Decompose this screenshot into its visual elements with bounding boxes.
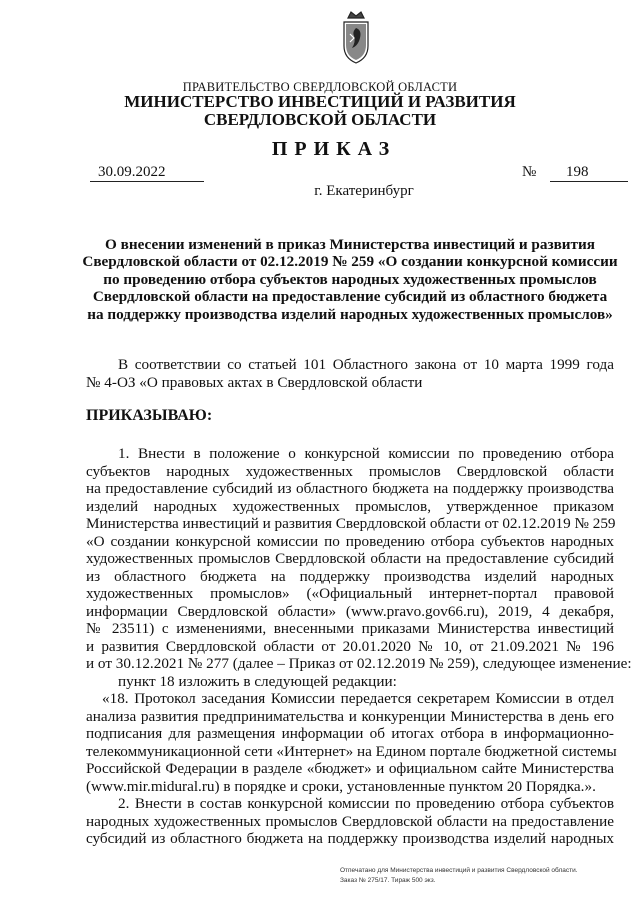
coat-of-arms-emblem — [338, 8, 374, 66]
preamble-line: В соответствии со статьей 101 Областного закона от 10 марта 1999 года — [118, 356, 614, 373]
item-line: информации Свердловской области» (www.pravo.gov66.ru), 2019, 4 декабря, — [86, 602, 614, 620]
order-number: 198 — [550, 164, 628, 182]
quote-line: анализа развития предпринимательства и конкуренции Министерства в день его — [86, 707, 614, 725]
print-footer — [340, 866, 630, 886]
footer-line: Отпечатано для Министерства инвестиций и развития Свердловской области. — [340, 867, 578, 874]
item-line: субъектов народных художественных промыслов Свердловской области — [86, 462, 614, 480]
item-subline: пункт 18 изложить в следующей редакции: — [118, 672, 397, 690]
quote-line: Российской Федерации в разделе «бюджет» и официальном сайте Министерства — [86, 760, 614, 777]
title-line: по проведению отбора субъектов народных художественных промыслов — [103, 270, 597, 288]
preamble — [86, 356, 614, 391]
quote-line: «18. Протокол заседания Комиссии передается секретарем Комиссии в отдел — [102, 690, 614, 707]
ministry-name-line1: МИНИСТЕРСТВО ИНВЕСТИЦИЙ И РАЗВИТИЯ — [124, 92, 516, 111]
order-date: 30.09.2022 — [90, 164, 204, 182]
item-line: изделий народных художественных промыслов, утвержденное приказом — [86, 497, 614, 515]
order-number-label: № — [522, 164, 537, 180]
quote-line: (www.mir.midural.ru) в порядке и сроки, установленные пунктом 20 Порядка.». — [86, 777, 596, 795]
item-line: 1. Внести в положение о конкурсной комиссии по проведению отбора — [118, 445, 614, 462]
item-line: 2. Внести в состав конкурсной комиссии по проведению отбора субъектов — [118, 795, 614, 812]
title-line: Свердловской области на предоставление субсидий из областного бюджета — [92, 288, 608, 306]
item-line: из областного бюджета на поддержку производства изделий народных — [86, 567, 614, 585]
document-title — [70, 236, 630, 323]
item-line: Министерства инвестиций и развития Свердловской области от 02.12.2019 № 259 — [86, 515, 616, 532]
item-line: народных художественных промыслов Свердловской области на предоставление — [86, 812, 614, 830]
ministry-name-line2: СВЕРДЛОВСКОЙ ОБЛАСТИ — [203, 110, 437, 129]
order-word: ПРИКАЗЫВАЮ: — [86, 407, 213, 424]
title-line: на поддержку производства изделий народных художественных промыслов» — [87, 305, 613, 323]
item-line: художественных промыслов» («Официальный интернет-портал правовой — [86, 585, 614, 602]
quote-line: подписания для размещения информации об итогах отбора в информационно- — [86, 725, 614, 742]
item-line: на предоставление субсидий из областного бюджета на поддержку производства — [86, 480, 614, 497]
title-line: О внесении изменений в приказ Министерства инвестиций и развития — [105, 236, 595, 253]
preamble-line: № 4-ОЗ «О правовых актах в Свердловской области — [86, 373, 423, 391]
item-1 — [86, 445, 632, 848]
quote-line: телекоммуникационной сети «Интернет» на Едином портале бюджетной системы — [86, 742, 617, 760]
document-type: ПРИКАЗ — [271, 138, 397, 160]
item-line: субсидий из областного бюджета на поддержку производства изделий народных — [86, 830, 614, 847]
item-line: № 23511) с изменениями, внесенными приказами Министерства инвестиций — [86, 620, 614, 637]
item-line: и от 30.12.2021 № 277 (далее – Приказ от 02.12.2019 № 259), следующее изменение: — [86, 655, 632, 672]
item-line: и развития Свердловской области от 20.01.2020 № 10, от 21.09.2021 № 196 — [86, 637, 614, 655]
item-line: «О создании конкурсной комиссии по проведению отбора субъектов народных — [86, 532, 614, 550]
city: г. Екатеринбург — [314, 183, 414, 199]
government-name: ПРАВИТЕЛЬСТВО СВЕРДЛОВСКОЙ ОБЛАСТИ — [182, 80, 458, 94]
footer-line: Заказ № 275/17. Тираж 500 экз. — [340, 877, 436, 884]
title-line: Свердловской области от 02.12.2019 № 259 «О создании конкурсной комиссии — [82, 253, 618, 271]
item-line: художественных промыслов Свердловской области на предоставление субсидий — [86, 550, 614, 567]
